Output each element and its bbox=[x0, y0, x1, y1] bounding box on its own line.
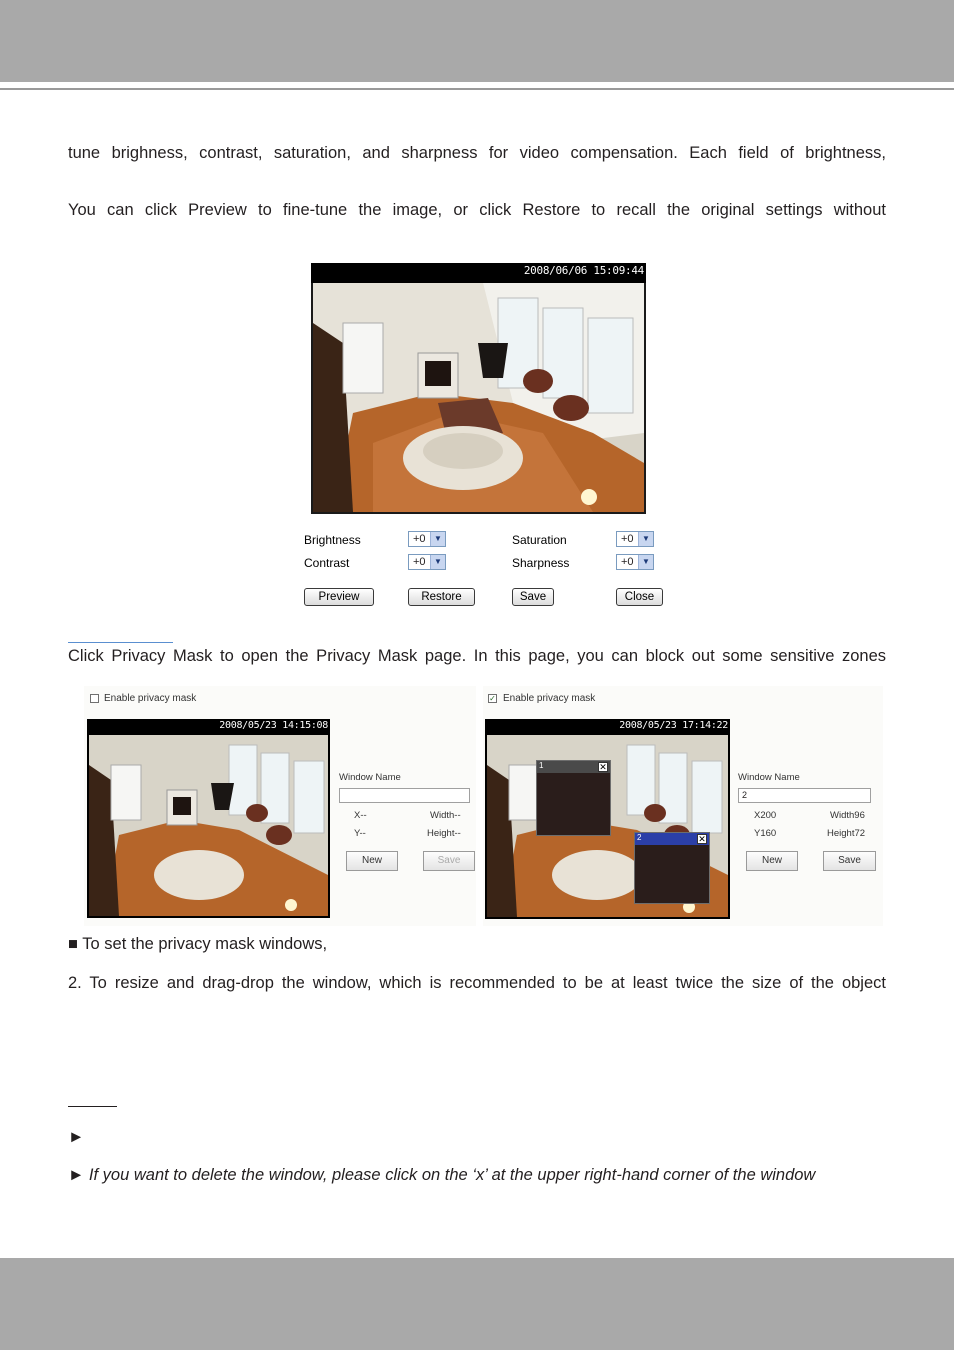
paragraph-set-windows: ■ To set the privacy mask windows, bbox=[68, 935, 328, 953]
contrast-label: Contrast bbox=[304, 556, 350, 570]
saturation-label: Saturation bbox=[512, 533, 567, 547]
enable-privacy-label-left: Enable privacy mask bbox=[104, 693, 197, 704]
note-delete-window: ► If you want to delete the window, please click on the ‘x’ at the upper right-hand corner of the window bbox=[68, 1166, 816, 1184]
checkmark-icon: ✓ bbox=[489, 694, 496, 703]
saturation-select[interactable]: +0 ▼ bbox=[616, 531, 654, 547]
close-button[interactable]: Close bbox=[616, 588, 663, 606]
camera-view bbox=[311, 263, 646, 514]
timestamp-right: 2008/05/23 17:14:22 bbox=[619, 720, 728, 731]
privacy-mask-window-1[interactable]: 1 ✕ bbox=[536, 760, 611, 836]
brightness-select[interactable]: +0 ▼ bbox=[408, 531, 446, 547]
privacy-mask-window-2[interactable]: 2 ✕ bbox=[634, 832, 710, 904]
width-label-left: Width-- bbox=[430, 810, 461, 821]
timestamp: 2008/06/06 15:09:44 bbox=[523, 264, 644, 277]
chevron-down-icon: ▼ bbox=[638, 555, 653, 569]
camera-view-left bbox=[87, 719, 330, 918]
enable-checkbox-right[interactable] bbox=[488, 694, 497, 703]
window-name-label-left: Window Name bbox=[339, 772, 401, 783]
window-name-label-right: Window Name bbox=[738, 772, 800, 783]
paragraph-privacy-mask: Click Privacy Mask to open the Privacy Mask page. In this page, you can block out some sensitive zones bbox=[68, 647, 886, 665]
y-label-left: Y-- bbox=[354, 828, 366, 839]
new-button-left[interactable]: New bbox=[346, 851, 398, 871]
sharpness-label: Sharpness bbox=[512, 556, 570, 570]
window-name-input-right[interactable]: 2 bbox=[738, 788, 871, 803]
enable-checkbox-left[interactable] bbox=[90, 694, 99, 703]
save-button[interactable]: Save bbox=[512, 588, 554, 606]
restore-button[interactable]: Restore bbox=[408, 588, 475, 606]
close-icon[interactable]: ✕ bbox=[599, 762, 607, 772]
brightness-label: Brightness bbox=[304, 533, 361, 547]
timestamp-left: 2008/05/23 14:15:08 bbox=[219, 720, 328, 731]
height-value-right: Height72 bbox=[827, 828, 866, 839]
x-value-right: X200 bbox=[754, 810, 777, 821]
note-bullet-1: ► bbox=[68, 1128, 85, 1146]
sharpness-select[interactable]: +0 ▼ bbox=[616, 554, 654, 570]
room-image-left bbox=[89, 735, 328, 916]
width-value-right: Width96 bbox=[830, 810, 865, 821]
save-button-left[interactable]: Save bbox=[423, 851, 475, 871]
paragraph-brightness: tune brighness, contrast, saturation, and sharpness for video compensation. Each field of brightness, bbox=[68, 144, 886, 162]
preview-button[interactable]: Preview bbox=[304, 588, 374, 606]
chevron-down-icon: ▼ bbox=[430, 532, 445, 546]
chevron-down-icon: ▼ bbox=[638, 532, 653, 546]
close-icon[interactable]: ✕ bbox=[698, 834, 706, 844]
note-rule bbox=[68, 1106, 117, 1107]
chevron-down-icon: ▼ bbox=[430, 555, 445, 569]
header-rule bbox=[0, 88, 954, 90]
window-name-input-left[interactable] bbox=[339, 788, 470, 803]
height-label-left: Height-- bbox=[427, 828, 461, 839]
new-button-right[interactable]: New bbox=[746, 851, 798, 871]
link-underline bbox=[68, 642, 173, 643]
paragraph-preview: You can click Preview to fine-tune the image, or click Restore to recall the original settings without bbox=[68, 201, 886, 219]
room-image bbox=[313, 283, 644, 512]
paragraph-resize: 2. To resize and drag-drop the window, which is recommended to be at least twice the size of the object bbox=[68, 974, 886, 992]
enable-privacy-label-right: Enable privacy mask bbox=[503, 693, 596, 704]
footer-bar bbox=[0, 1258, 954, 1350]
x-label-left: X-- bbox=[354, 810, 367, 821]
camera-view-right bbox=[485, 719, 730, 919]
header-bar bbox=[0, 0, 954, 82]
y-value-right: Y160 bbox=[754, 828, 777, 839]
save-button-right[interactable]: Save bbox=[823, 851, 876, 871]
contrast-select[interactable]: +0 ▼ bbox=[408, 554, 446, 570]
